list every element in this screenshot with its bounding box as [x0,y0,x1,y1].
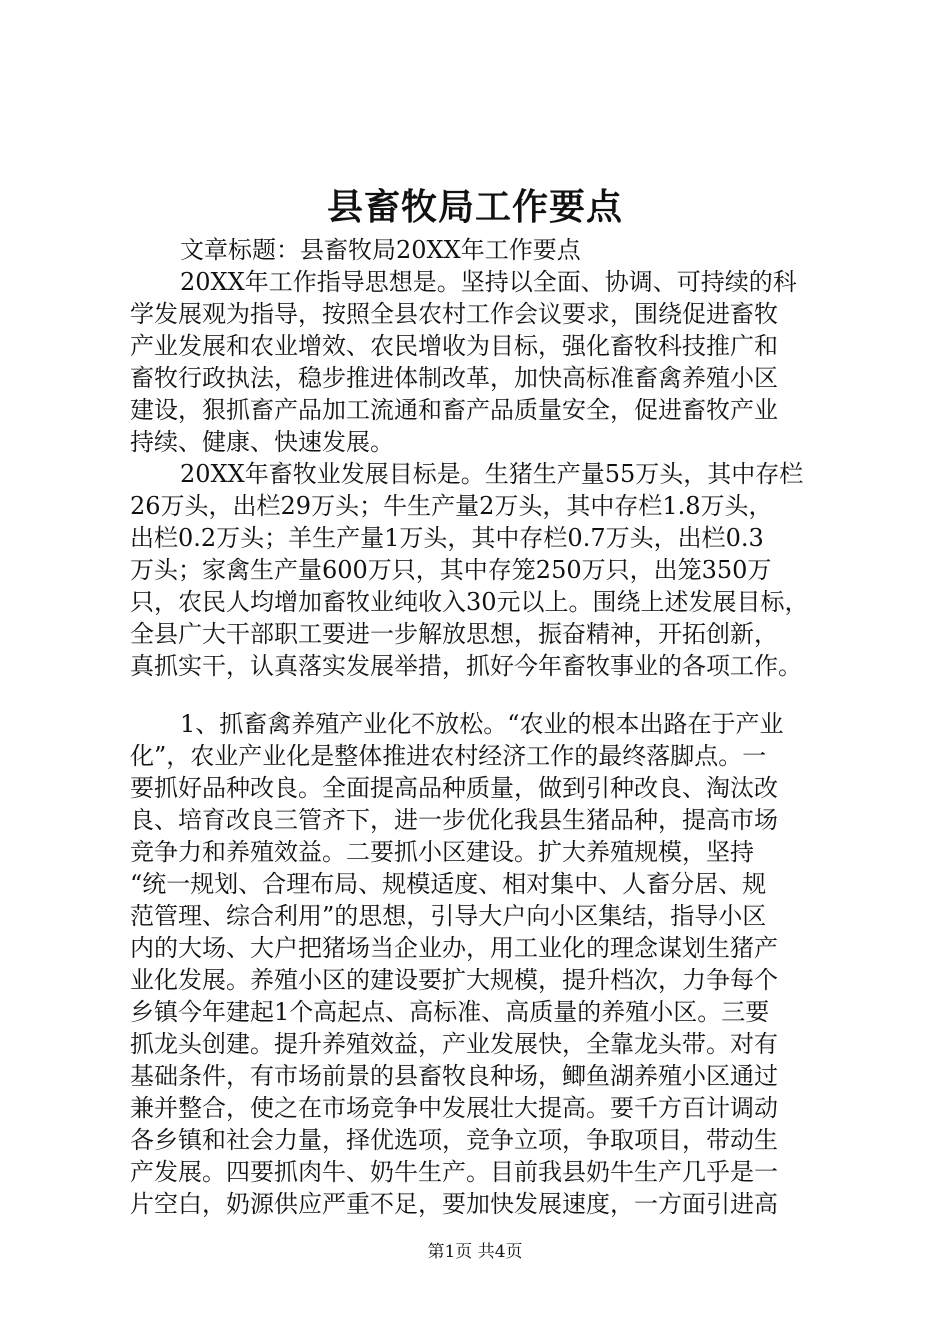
paragraph-line: 化”，农业产业化是整体推进农村经济工作的最终落脚点。一 [130,742,767,770]
paragraph-line: 真抓实干，认真落实发展举措，抓好今年畜牧事业的各项工作。 [130,652,802,680]
paragraph-line: 乡镇今年建起1个高起点、高标准、高质量的养殖小区。三要 [130,998,770,1026]
page-number-footer: 第1页 共4页 [427,1242,523,1262]
paragraph-line: 内的大场、大户把猪场当企业办，用工业化的理念谋划生猪产 [130,934,778,962]
paragraph-line: 基础条件，有市场前景的县畜牧良种场，鲫鱼湖养殖小区通过 [130,1062,778,1090]
paragraph-line: 良、培育改良三管齐下，进一步优化我县生猪品种，提高市场 [130,806,778,834]
paragraph-line: 只，农民人均增加畜牧业纯收入30元以上。围绕上述发展目标， [130,588,809,616]
paragraph-line: 产发展。四要抓肉牛、奶牛生产。目前我县奶牛生产几乎是一 [130,1158,778,1186]
paragraph-line: 要抓好品种改良。全面提高品种质量，做到引种改良、淘汰改 [130,774,778,802]
paragraph-line: 竞争力和养殖效益。二要抓小区建设。扩大养殖规模，坚持 [130,838,754,866]
paragraph-line: 抓龙头创建。提升养殖效益，产业发展快，全靠龙头带。对有 [130,1030,778,1058]
paragraph-line: 学发展观为指导，按照全县农村工作会议要求，围绕促进畜牧 [130,300,778,328]
paragraph-line: 文章标题：县畜牧局20XX年工作要点 [180,236,581,264]
paragraph-line: 出栏0.2万头；羊生产量1万头，其中存栏0.7万头，出栏0.3 [130,524,764,552]
paragraph-line: 兼并整合，使之在市场竞争中发展壮大提高。要千方百计调动 [130,1094,778,1122]
paragraph-line: 片空白，奶源供应严重不足，要加快发展速度，一方面引进高 [130,1190,778,1218]
document-body [130,234,830,1220]
paragraph-line: 范管理、综合利用”的思想，引导大户向小区集结，指导小区 [130,902,767,930]
paragraph-line: 畜牧行政执法，稳步推进体制改革，加快高标准畜禽养殖小区 [130,364,778,392]
document-title: 县畜牧局工作要点 [326,186,623,228]
paragraph-line: 建设，狠抓畜产品加工流通和畜产品质量安全，促进畜牧产业 [130,396,778,424]
paragraph-line: 20XX年工作指导思想是。坚持以全面、协调、可持续的科 [180,268,797,296]
paragraph-spacer [130,682,830,708]
paragraph-line: 20XX年畜牧业发展目标是。生猪生产量55万头，其中存栏 [180,460,804,488]
paragraph-line: “统一规划、合理布局、规模适度、相对集中、人畜分居、规 [130,870,767,898]
paragraph-line: 各乡镇和社会力量，择优选项，竞争立项，争取项目，带动生 [130,1126,778,1154]
paragraph-line: 万头；家禽生产量600万只，其中存笼250万只，出笼350万 [130,556,772,584]
paragraph-line: 全县广大干部职工要进一步解放思想，振奋精神，开拓创新， [130,620,778,648]
paragraph-line: 产业发展和农业增效、农民增收为目标，强化畜牧科技推广和 [130,332,778,360]
paragraph-line: 26万头，出栏29万头；牛生产量2万头，其中存栏1.8万头， [130,492,773,520]
paragraph-line: 1、抓畜禽养殖产业化不放松。“农业的根本出路在于产业 [180,710,784,738]
paragraph-line: 持续、健康、快速发展。 [130,428,394,456]
paragraph-line: 业化发展。养殖小区的建设要扩大规模，提升档次，力争每个 [130,966,778,994]
